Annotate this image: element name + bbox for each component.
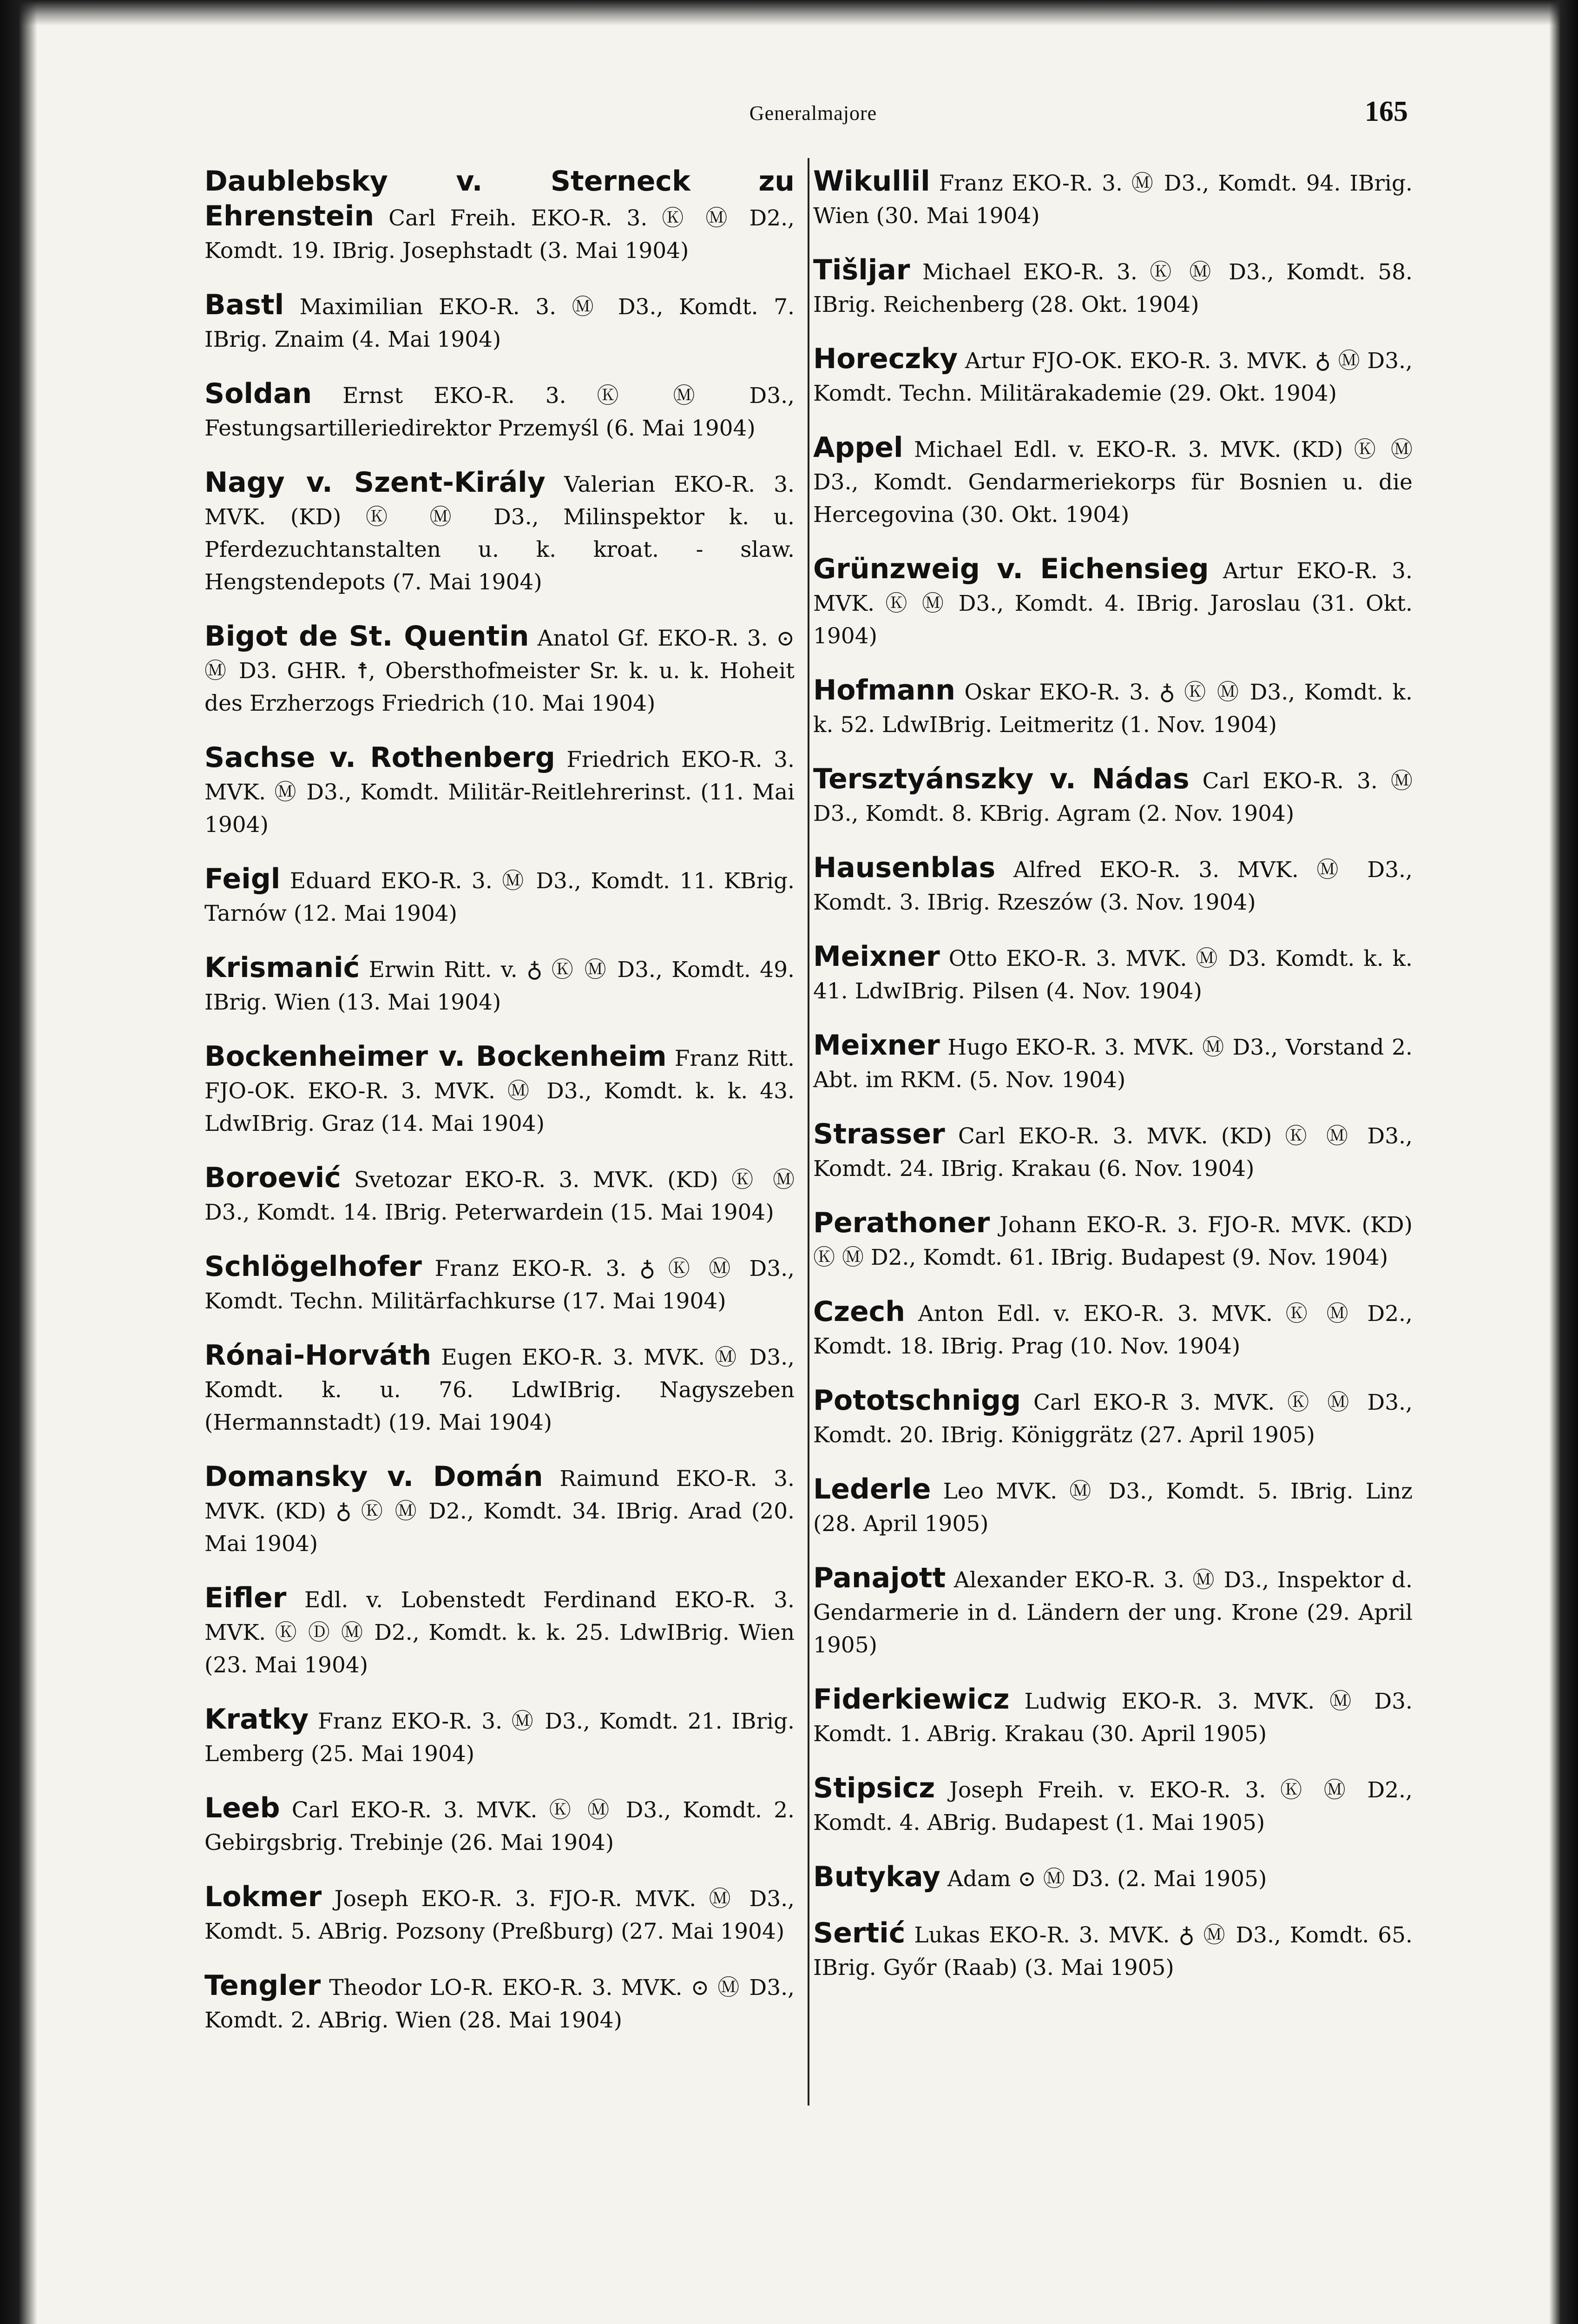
list-entry (204, 1582, 795, 1682)
entry-name: Domansky v. Domán (204, 1460, 543, 1493)
entry-text: Theodor LO-R. EKO-R. 3. MVK. ⊙ Ⓜ D3., Komdt. 2. ABrig. Wien (28. Mai 1904) (204, 1975, 795, 2033)
entry-name: Panajott (813, 1562, 946, 1594)
list-entry (204, 1881, 795, 1948)
entry-name: Nagy v. Szent-Király (204, 466, 546, 499)
list-entry (204, 165, 795, 267)
entry-name: Hofmann (813, 674, 955, 706)
entry-name: Czech (813, 1295, 905, 1328)
entry-name: Tersztyánszky v. Nádas (813, 763, 1190, 795)
list-entry (813, 1683, 1413, 1750)
entry-text: Franz EKO-R. 3. Ⓜ D3., Komdt. 94. IBrig. Wien (30. Mai 1904) (813, 171, 1413, 229)
list-entry (204, 863, 795, 930)
entry-text: Alexander EKO-R. 3. Ⓜ D3., Inspektor d. Gendarmerie in d. Ländern der ung. Krone (29. April 1905) (813, 1567, 1413, 1658)
list-entry (813, 1029, 1413, 1096)
list-entry (204, 1703, 795, 1770)
entry-text: Artur EKO-R. 3. MVK. Ⓚ Ⓜ D3., Komdt. 4. IBrig. Jaroslau (31. Okt. 1904) (813, 558, 1413, 649)
list-entry (204, 466, 795, 599)
list-entry (204, 1162, 795, 1229)
list-entry (813, 553, 1413, 653)
entry-text: Leo MVK. Ⓜ D3., Komdt. 5. IBrig. Linz (28. April 1905) (813, 1479, 1413, 1537)
entry-text: Edl. v. Lobenstedt Ferdinand EKO-R. 3. MVK. Ⓚ Ⓓ Ⓜ D2., Komdt. k. k. 25. LdwIBrig. Wien (23. Mai 1904) (204, 1587, 795, 1678)
entry-name: Stipsicz (813, 1772, 935, 1804)
page-number: 165 (1365, 96, 1408, 127)
entry-text: Franz Ritt. FJO-OK. EKO-R. 3. MVK. Ⓜ D3., Komdt. k. k. 43. LdwIBrig. Graz (14. Mai 1904) (204, 1046, 795, 1136)
list-entry (813, 1384, 1413, 1452)
entry-text: Franz EKO-R. 3. Ⓜ D3., Komdt. 21. IBrig. Lemberg (25. Mai 1904) (204, 1709, 795, 1767)
list-entry (813, 254, 1413, 321)
entry-text: Carl EKO-R. 3. MVK. (KD) Ⓚ Ⓜ D3., Komdt. 24. IBrig. Krakau (6. Nov. 1904) (813, 1123, 1413, 1182)
list-entry (204, 620, 795, 720)
entry-text: Maximilian EKO-R. 3. Ⓜ D3., Komdt. 7. IBrig. Znaim (4. Mai 1904) (204, 294, 795, 352)
entry-name: Meixner (813, 940, 940, 973)
entry-name: Perathoner (813, 1207, 990, 1239)
entry-name: Sachse v. Rothenberg (204, 741, 555, 774)
list-entry (204, 377, 795, 445)
entry-name: Wikullil (813, 165, 930, 198)
entry-text: Joseph Freih. v. EKO-R. 3. Ⓚ Ⓜ D2., Komdt. 4. ABrig. Budapest (1. Mai 1905) (813, 1777, 1413, 1835)
entry-text: Johann EKO-R. 3. FJO-R. MVK. (KD) Ⓚ Ⓜ D2., Komdt. 61. IBrig. Budapest (9. Nov. 1904) (813, 1212, 1413, 1270)
entry-name: Kratky (204, 1703, 309, 1736)
entry-text: Carl EKO-R. 3. MVK. Ⓚ Ⓜ D3., Komdt. 2. Gebirgsbrig. Trebinje (26. Mai 1904) (204, 1797, 795, 1855)
entry-text: Carl EKO-R. 3. Ⓜ D3., Komdt. 8. KBrig. Agram (2. Nov. 1904) (813, 768, 1413, 826)
list-entry (204, 1460, 795, 1560)
entry-name: Strasser (813, 1118, 945, 1150)
entry-text: Carl Freih. EKO-R. 3. Ⓚ Ⓜ D2., Komdt. 19. IBrig. Josephstadt (3. Mai 1904) (204, 205, 795, 264)
list-entry (204, 741, 795, 841)
scan-left-edge (0, 0, 37, 2324)
entry-text: Otto EKO-R. 3. MVK. Ⓜ D3. Komdt. k. k. 41. LdwIBrig. Pilsen (4. Nov. 1904) (813, 946, 1413, 1004)
entry-text: Eugen EKO-R. 3. MVK. Ⓜ D3., Komdt. k. u. 76. LdwIBrig. Nagyszeben (Hermannstadt) (19. Mai 1904) (204, 1345, 795, 1435)
scan-right-edge (1549, 0, 1578, 2324)
entry-name: Lederle (813, 1473, 931, 1505)
entry-text: Michael Edl. v. EKO-R. 3. MVK. (KD) Ⓚ Ⓜ D3., Komdt. Gendarmeriekorps für Bosnien u. die Hercegovina (30. Okt. 1904) (813, 437, 1413, 528)
entry-name: Horeczky (813, 343, 958, 375)
entry-name: Soldan (204, 377, 312, 410)
entry-text: Michael EKO-R. 3. Ⓚ Ⓜ D3., Komdt. 58. IBrig. Reichenberg (28. Okt. 1904) (813, 259, 1413, 317)
entry-name: Eifler (204, 1582, 287, 1614)
entry-name: Tengler (204, 1969, 321, 2002)
entry-text: Ludwig EKO-R. 3. MVK. Ⓜ D3. Komdt. 1. ABrig. Krakau (30. April 1905) (813, 1689, 1413, 1747)
column-divider (808, 158, 809, 2106)
entry-name: Boroević (204, 1162, 341, 1194)
list-entry (813, 165, 1413, 232)
entry-name: Feigl (204, 863, 281, 895)
entry-text: Erwin Ritt. v. ♁ Ⓚ Ⓜ D3., Komdt. 49. IBrig. Wien (13. Mai 1904) (204, 957, 795, 1015)
list-entry (204, 289, 795, 356)
entry-name: Butykay (813, 1861, 940, 1893)
entry-name: Tišljar (813, 254, 910, 286)
entry-name: Meixner (813, 1029, 940, 1062)
list-entry (813, 674, 1413, 741)
entry-name: Schlögelhofer (204, 1250, 422, 1283)
entry-text: Ernst EKO-R. 3. Ⓚ Ⓜ D3., Festungsartilleriedirektor Przemyśl (6. Mai 1904) (204, 383, 795, 441)
list-entry (204, 951, 795, 1019)
entry-text: Franz EKO-R. 3. ♁ Ⓚ Ⓜ D3., Komdt. Techn. Militärfachkurse (17. Mai 1904) (204, 1256, 795, 1314)
list-entry (204, 1792, 795, 1859)
entry-text: Carl EKO-R 3. MVK. Ⓚ Ⓜ D3., Komdt. 20. IBrig. Königgrätz (27. April 1905) (813, 1390, 1413, 1448)
list-entry (813, 852, 1413, 919)
entry-text: Raimund EKO-R. 3. MVK. (KD) ♁ Ⓚ Ⓜ D2., Komdt. 34. IBrig. Arad (20. Mai 1904) (204, 1466, 795, 1557)
list-entry (813, 1772, 1413, 1839)
entry-text: Friedrich EKO-R. 3. MVK. Ⓜ D3., Komdt. Militär-Reitlehrerinst. (11. Mai 1904) (204, 747, 795, 838)
entry-name: Fiderkiewicz (813, 1683, 1010, 1716)
list-entry (204, 1969, 795, 2037)
entry-text: Artur FJO-OK. EKO-R. 3. MVK. ♁ Ⓜ D3., Komdt. Techn. Militärakademie (29. Okt. 1904) (813, 348, 1413, 406)
entry-text: Anton Edl. v. EKO-R. 3. MVK. Ⓚ Ⓜ D2., Komdt. 18. IBrig. Prag (10. Nov. 1904) (813, 1301, 1413, 1359)
list-entry (813, 1562, 1413, 1662)
scan-top-edge (0, 0, 1578, 26)
entry-name: Daublebsky v. Sterneck zu Ehrenstein (204, 165, 795, 232)
entry-text: Eduard EKO-R. 3. Ⓜ D3., Komdt. 11. KBrig. Tarnów (12. Mai 1904) (204, 868, 795, 926)
entry-name: Bigot de St. Quentin (204, 620, 529, 653)
entry-name: Grünzweig v. Eichensieg (813, 553, 1209, 585)
entry-text: Oskar EKO-R. 3. ♁ Ⓚ Ⓜ D3., Komdt. k. k. 52. LdwIBrig. Leitmeritz (1. Nov. 1904) (813, 680, 1413, 738)
entry-name: Pototschnigg (813, 1384, 1021, 1417)
entry-name: Sertić (813, 1917, 906, 1949)
list-entry (813, 1917, 1413, 1984)
entry-name: Leeb (204, 1792, 280, 1824)
entry-name: Hausenblas (813, 852, 996, 884)
list-entry (204, 1250, 795, 1318)
entry-name: Lokmer (204, 1881, 322, 1913)
list-entry (813, 763, 1413, 830)
entry-name: Bockenheimer v. Bockenheim (204, 1040, 667, 1073)
entry-text: Adam ⊙ Ⓜ D3. (2. Mai 1905) (947, 1866, 1267, 1892)
entry-text: Alfred EKO-R. 3. MVK. Ⓜ D3., Komdt. 3. IBrig. Rzeszów (3. Nov. 1904) (813, 857, 1413, 915)
list-entry (813, 1861, 1413, 1895)
list-entry (813, 940, 1413, 1008)
list-entry (813, 1207, 1413, 1274)
list-entry (204, 1339, 795, 1439)
list-entry (813, 431, 1413, 531)
entry-name: Bastl (204, 289, 284, 321)
entry-text: Joseph EKO-R. 3. FJO-R. MVK. Ⓜ D3., Komdt. 5. ABrig. Pozsony (Preßburg) (27. Mai 1904) (204, 1886, 795, 1944)
list-entry (813, 1473, 1413, 1540)
entry-name: Krismanić (204, 951, 360, 984)
list-entry (813, 343, 1413, 410)
entry-text: Lukas EKO-R. 3. MVK. ♁ Ⓜ D3., Komdt. 65. IBrig. Győr (Raab) (3. Mai 1905) (813, 1922, 1413, 1981)
entry-text: Hugo EKO-R. 3. MVK. Ⓜ D3., Vorstand 2. Abt. im RKM. (5. Nov. 1904) (813, 1035, 1413, 1093)
list-entry (813, 1118, 1413, 1185)
running-head: Generalmajore (749, 102, 877, 125)
right-column (813, 165, 1413, 2006)
left-column (204, 165, 795, 2058)
entry-text: Anatol Gf. EKO-R. 3. ⊙ Ⓜ D3. GHR. ☨, Obersthofmeister Sr. k. u. k. Hoheit des Erzherzogs Friedrich (10. Mai 1904) (204, 626, 795, 716)
entry-text: Svetozar EKO-R. 3. MVK. (KD) Ⓚ Ⓜ D3., Komdt. 14. IBrig. Peterwardein (15. Mai 1904) (204, 1167, 795, 1225)
list-entry (204, 1040, 795, 1140)
list-entry (813, 1295, 1413, 1363)
entry-name: Appel (813, 431, 903, 464)
entry-text: Valerian EKO-R. 3. MVK. (KD) Ⓚ Ⓜ D3., Milinspektor k. u. Pferdezuchtanstalten u. k. kroat. - slaw. Hengstendepots (7. Mai 1904) (204, 472, 795, 595)
entry-name: Rónai-Horváth (204, 1339, 432, 1372)
